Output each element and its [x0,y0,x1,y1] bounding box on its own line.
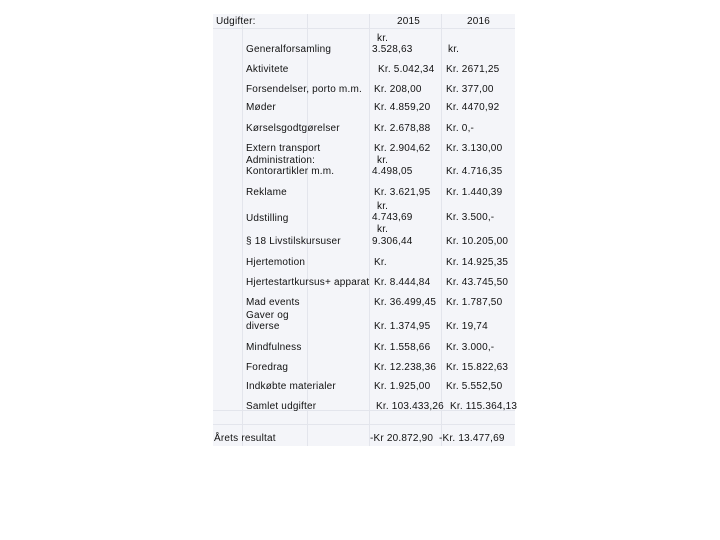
value-2015: Kr. 3.621,95 [374,187,431,198]
result-2015: -Kr 20.872,90 [370,433,434,444]
row-label: Aktivitete [246,64,289,75]
year-2015-header: 2015 [397,16,421,27]
value-2016: kr. [448,44,460,55]
result-2016: -Kr. 13.477,69 [439,433,505,444]
value-2015: Kr. 5.042,34 [378,64,435,75]
row-label: Indkøbte materialer [246,381,336,392]
value-2016: Kr. 4.716,35 [446,166,503,177]
column-divider [242,14,243,446]
value-2015: Kr. 1.374,95 [374,321,431,332]
row-label: Hjertemotion [246,257,306,268]
total-2016: Kr. 115.364,13 [450,401,518,412]
column-divider [369,14,370,446]
row-label-line2: diverse [246,321,280,332]
row-label: § 18 Livstilskursuser [246,236,341,247]
value-2016: Kr. 3.000,- [446,342,495,353]
column-divider [441,14,442,446]
value-2015-prefix: kr. [377,155,389,166]
value-2015: Kr. 4.859,20 [374,102,431,113]
row-label-line1: Administration: [246,155,316,166]
row-label: Generalforsamling [246,44,332,55]
value-2016: Kr. 19,74 [446,321,488,332]
row-divider [213,28,515,29]
value-2015-prefix: kr. [377,224,389,235]
value-2016: Kr. 14.925,35 [446,257,509,268]
row-label-line2: Kontorartikler m.m. [246,166,335,177]
value-2015-prefix: kr. [377,201,389,212]
value-2015: Kr. 208,00 [374,84,422,95]
row-label: Kørselsgodtgørelser [246,123,340,134]
value-2016: Kr. 0,- [446,123,475,134]
value-2016: Kr. 5.552,50 [446,381,503,392]
value-2016: Kr. 1.440,39 [446,187,503,198]
total-2015: Kr. 103.433,26 [376,401,444,412]
value-2015: 4.498,05 [372,166,413,177]
value-2015: 3.528,63 [372,44,413,55]
year-2016-header: 2016 [467,16,491,27]
value-2016: Kr. 10.205,00 [446,236,509,247]
value-2015: Kr. 1.925,00 [374,381,431,392]
row-label: Extern transport [246,143,321,154]
row-label: Reklame [246,187,287,198]
value-2015: 9.306,44 [372,236,413,247]
row-label: Mad events [246,297,300,308]
row-label-line1: Gaver og [246,310,289,321]
value-2015: 4.743,69 [372,212,413,223]
value-2016: Kr. 43.745,50 [446,277,509,288]
value-2015: Kr. 12.238,36 [374,362,437,373]
value-2016: Kr. 3.130,00 [446,143,503,154]
value-2016: Kr. 4470,92 [446,102,500,113]
row-label: Hjertestartkursus+ apparat [246,277,370,288]
value-2016: Kr. 377,00 [446,84,494,95]
value-2015: Kr. 36.499,45 [374,297,437,308]
row-label: Foredrag [246,362,289,373]
row-divider [213,424,515,425]
value-2016: Kr. 3.500,- [446,212,495,223]
row-label: Forsendelser, porto m.m. [246,84,362,95]
row-label: Udstilling [246,213,289,224]
value-2015: Kr. [374,257,387,268]
value-2016: Kr. 15.822,63 [446,362,509,373]
value-2015: Kr. 1.558,66 [374,342,431,353]
value-2016: Kr. 2671,25 [446,64,500,75]
row-label: Møder [246,102,276,113]
value-2015: Kr. 2.904,62 [374,143,431,154]
value-2015-prefix: kr. [377,33,389,44]
row-label: Mindfulness [246,342,302,353]
value-2016: Kr. 1.787,50 [446,297,503,308]
value-2015: Kr. 8.444,84 [374,277,431,288]
value-2015: Kr. 2.678,88 [374,123,431,134]
total-label: Samlet udgifter [246,401,317,412]
expenses-heading: Udgifter: [216,16,256,27]
result-label: Årets resultat [214,433,276,444]
